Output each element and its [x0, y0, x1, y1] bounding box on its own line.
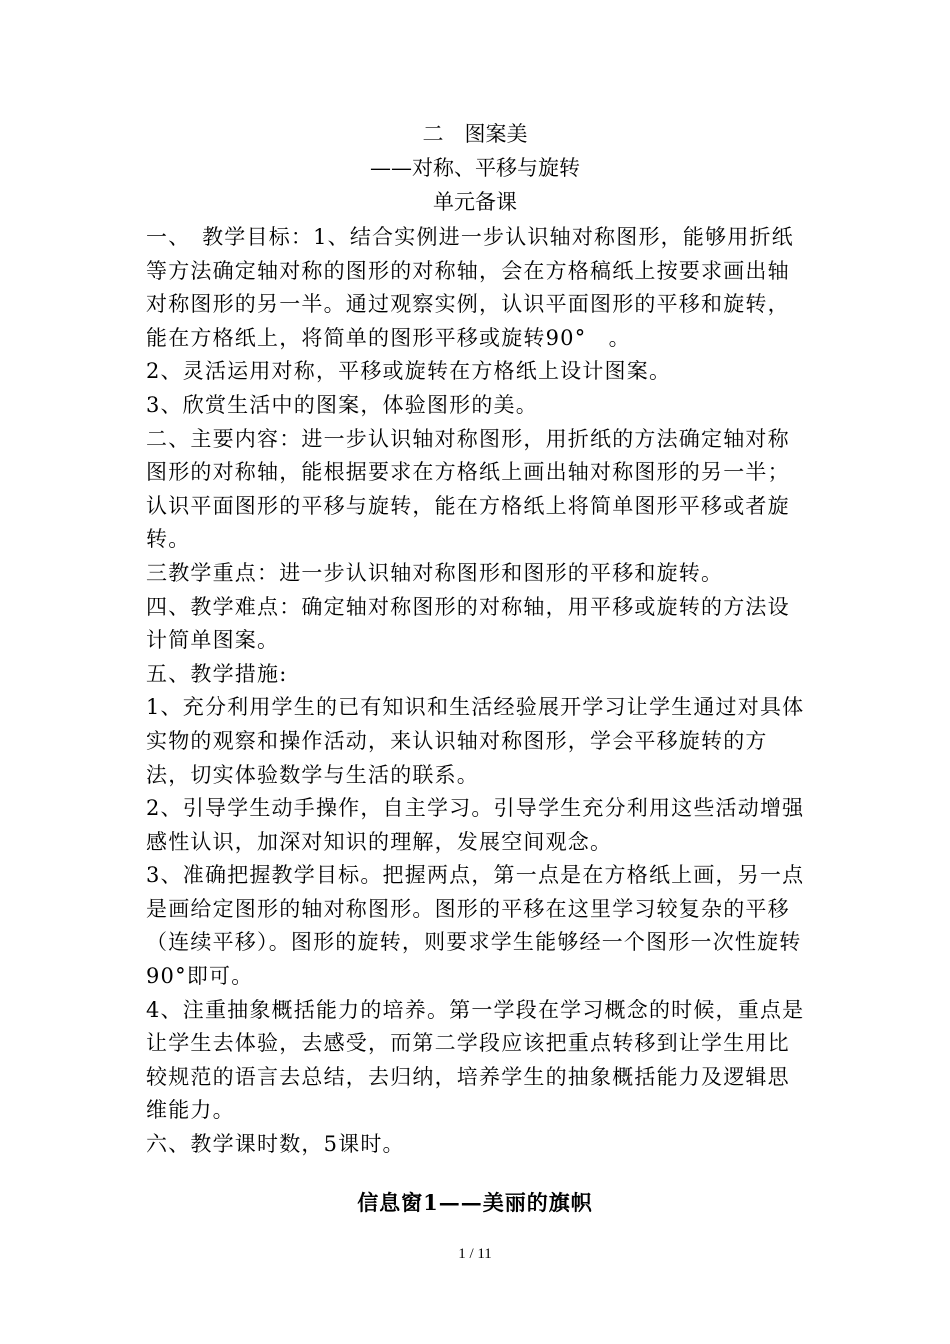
paragraph-objective-2: 2、灵活运用对称，平移或旋转在方格纸上设计图案。 — [146, 359, 672, 384]
chapter-subtitle: ——对称、平移与旋转 — [370, 156, 580, 180]
page-number: 1 / 11 — [458, 1246, 492, 1262]
paragraph-objective-3: 3、欣赏生活中的图案，体验图形的美。 — [146, 392, 538, 417]
chapter-title: 二 图案美 — [422, 122, 528, 146]
paragraph-measure-3: 3、准确把握教学目标。把握两点，第一点是在方格纸上画，另一点是画给定图形的轴对称图形。图形的平移在这里学习较复杂的平移（连续平移）。图形的旋转，则要求学生能够经一个图形一次性旋转90°即可。 — [146, 863, 805, 989]
paragraph-teaching-objectives: 一、 教学目标：1、结合实例进一步认识轴对称图形，能够用折纸等方法确定轴对称的图形的对称轴，会在方格稿纸上按要求画出轴对称图形的另一半。通过观察实例，认识平面图形的平移和旋转，能在方格纸上，将简单的图形平移或旋转90° 。 — [146, 225, 794, 350]
paragraph-class-hours: 六、教学课时数，5课时。 — [146, 1132, 405, 1157]
unit-heading: 单元备课 — [433, 190, 517, 214]
paragraph-measure-1: 1、充分利用学生的已有知识和生活经验展开学习让学生通过对具体实物的观察和操作活动，来认识轴对称图形，学会平移旋转的方法，切实体验数学与生活的联系。 — [146, 695, 805, 787]
paragraph-difficulties: 四、教学难点：确定轴对称图形的对称轴，用平移或旋转的方法设计简单图案。 — [146, 594, 790, 653]
info-window-heading: 信息窗1——美丽的旗帜 — [357, 1190, 593, 1215]
paragraph-measure-2: 2、引导学生动手操作，自主学习。引导学生充分利用这些活动增强感性认识，加深对知识的理解，发展空间观念。 — [146, 796, 805, 854]
paragraph-key-points: 三教学重点：进一步认识轴对称图形和图形的平移和旋转。 — [146, 560, 724, 585]
lesson-plan-body — [146, 221, 808, 1162]
paragraph-main-content: 二、主要内容：进一步认识轴对称图形，用折纸的方法确定轴对称图形的对称轴，能根据要求在方格纸上画出轴对称图形的另一半；认识平面图形的平移与旋转，能在方格纸上将简单图形平移或者旋转。 — [146, 426, 790, 552]
paragraph-measures-heading: 五、教学措施: — [146, 661, 288, 686]
paragraph-measure-4: 4、注重抽象概括能力的培养。第一学段在学习概念的时候，重点是让学生去体验，去感受，而第二学段应该把重点转移到让学生用比较规范的语言去总结，去归纳，培养学生的抽象概括能力及逻辑思维能力。 — [146, 997, 805, 1123]
